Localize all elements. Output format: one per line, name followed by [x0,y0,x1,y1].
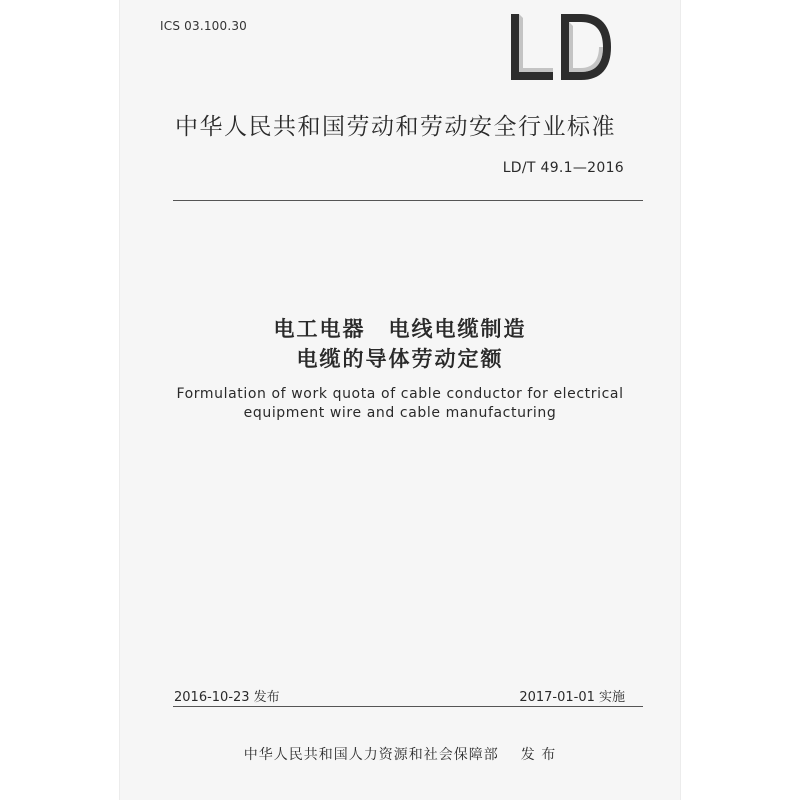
issue-date: 2016-10-23 发布 [174,690,280,705]
standard-number: LD/T 49.1—2016 [502,160,624,176]
header-divider [173,200,643,201]
standard-category-title: 中华人民共和国劳动和劳动安全行业标准 [175,114,616,140]
title-en-line-2: equipment wire and cable manufacturing [243,405,557,421]
ics-code: ICS 03.100.30 [160,19,248,33]
publisher-line [120,744,680,764]
publisher-name: 中华人民共和国人力资源和社会保障部 [243,747,499,763]
implementation-date: 2017-01-01 实施 [519,690,625,705]
ld-logo [503,10,615,82]
title-en-line-1: Formulation of work quota of cable conductor for electrical [176,386,624,402]
publisher-action: 发 布 [520,747,557,763]
footer-divider [173,706,643,707]
title-zh-line-1: 电工电器 电线电缆制造 [273,317,527,341]
title-zh-line-2: 电缆的导体劳动定额 [296,347,504,371]
